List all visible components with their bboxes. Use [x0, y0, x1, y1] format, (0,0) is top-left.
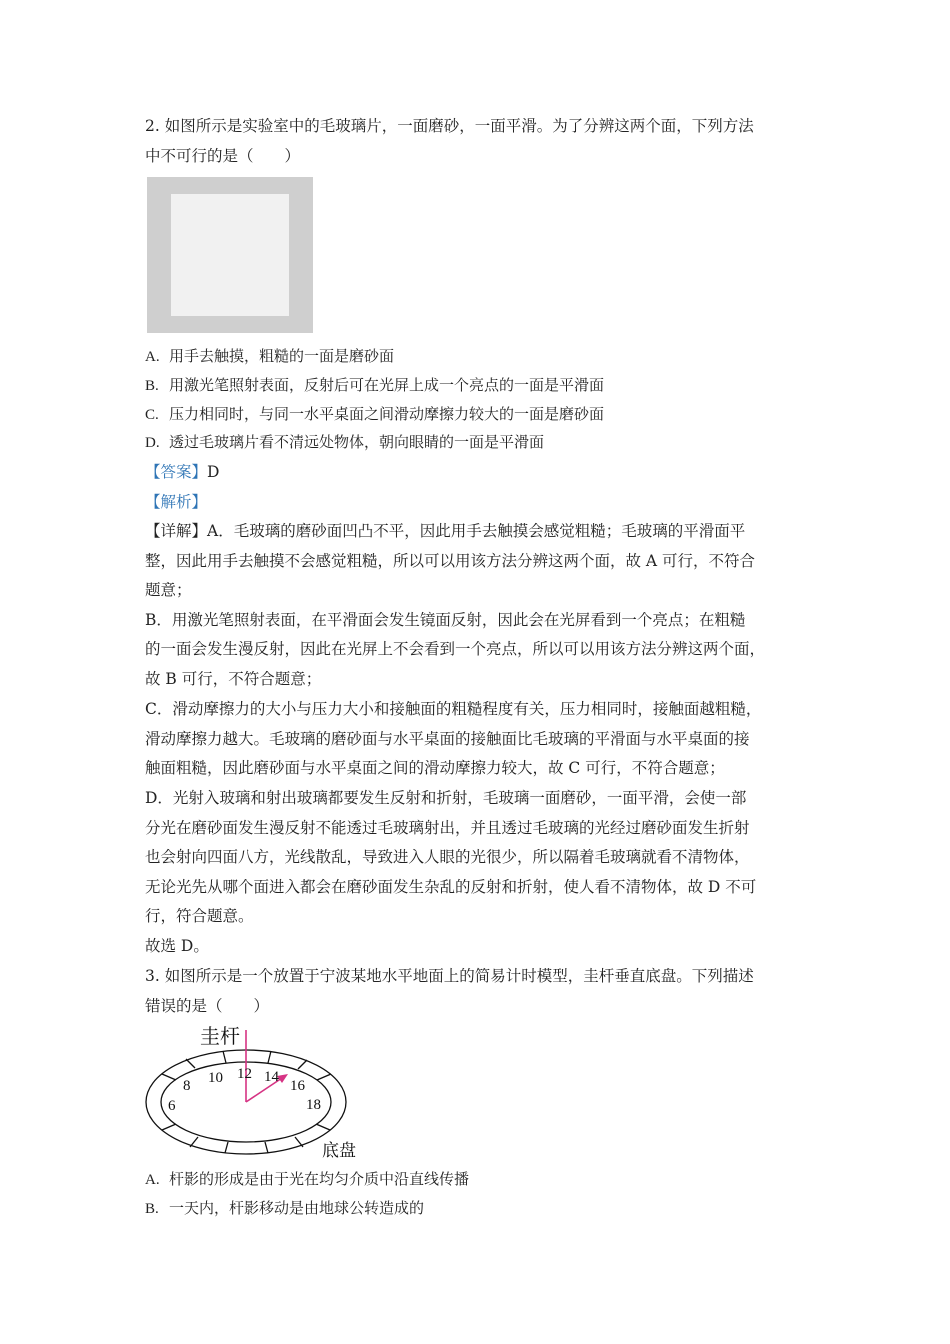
option-text: 杆影的形成是由于光在均匀介质中沿直线传播	[169, 1170, 470, 1188]
hour-label-14: 14	[264, 1069, 279, 1085]
hour-label-18: 18	[306, 1097, 321, 1113]
option-text: 压力相同时，与同一水平桌面之间滑动摩擦力较大的一面是磨砂面	[169, 405, 605, 423]
q3-option-b	[145, 1198, 424, 1219]
option-text: 透过毛玻璃片看不清远处物体，朝向眼睛的一面是平滑面	[169, 433, 545, 451]
q3-stem-line-1: 3. 如图所示是一个放置于宁波某地水平地面上的简易计时模型，圭杆垂直底盘。下列描述	[145, 967, 754, 985]
q2-explanation-line: 也会射向四面八方，光线散乱，导致进入人眼的光很少，所以隔着毛玻璃就看不清物体，	[145, 848, 750, 866]
q2-explanation-line: B．用激光笔照射表面，在平滑面会发生镜面反射，因此会在光屏看到一个亮点；在粗糙	[145, 611, 746, 629]
dial-tick	[316, 1124, 330, 1130]
rod-label: 圭杆	[200, 1026, 240, 1048]
option-label: D.	[145, 435, 160, 451]
dial-tick	[317, 1074, 331, 1080]
dial-tick	[186, 1059, 195, 1068]
option-label: B.	[145, 378, 159, 394]
dial-tick	[295, 1137, 303, 1147]
q2-explanation-line: C．滑动摩擦力的大小与压力大小和接触面的粗糙程度有关，压力相同时，接触面越粗糙，	[145, 700, 762, 718]
explanation-text: A．毛玻璃的磨砂面凹凸不平，因此用手去触摸会感觉粗糙；毛玻璃的平滑面平	[207, 522, 746, 540]
dial-tick	[162, 1074, 176, 1080]
q2-option-b	[145, 375, 604, 396]
option-label: A.	[145, 349, 160, 365]
hour-label-16: 16	[290, 1078, 305, 1094]
hour-label-6: 6	[168, 1098, 176, 1114]
q2-stem-line-2: 中不可行的是（ ）	[145, 147, 301, 165]
option-text: 用手去触摸，粗糙的一面是磨砂面	[169, 347, 395, 365]
q2-explanation-line: 故 B 可行，不符合题意；	[145, 670, 322, 688]
answer-value: D	[207, 463, 220, 481]
q2-explanation-line: 题意；	[145, 581, 192, 599]
q2-explanation-line: 的一面会发生漫反射，因此在光屏上不会看到一个亮点，所以可以用该方法分辨这两个面，	[145, 640, 766, 658]
q2-explanation-line: 整，因此用手去触摸不会感觉粗糙，所以可以用该方法分辨这两个面，故 A 可行，不符合	[145, 552, 756, 570]
q2-explanation-line	[145, 521, 745, 541]
option-label: B.	[145, 1201, 159, 1217]
q2-analysis-tag	[145, 492, 207, 512]
q2-stem-line-1: 2. 如图所示是实验室中的毛玻璃片，一面磨砂，一面平滑。为了分辨这两个面，下列方法	[145, 117, 754, 135]
hour-label-8: 8	[183, 1078, 191, 1094]
dial-tick	[298, 1060, 307, 1069]
q2-explanation-line: 行，符合题意。	[145, 907, 254, 925]
answer-tag: 【答案】	[145, 463, 208, 481]
q2-explanation-line: 触面粗糙，因此磨砂面与水平桌面之间的滑动摩擦力较大，故 C 可行，不符合题意；	[145, 759, 725, 777]
option-label: A.	[145, 1172, 160, 1188]
q2-explanation-line: 滑动摩擦力越大。毛玻璃的磨砂面与水平桌面的接触面比毛玻璃的平滑面与水平桌面的接	[145, 730, 750, 748]
option-text: 用激光笔照射表面，反射后可在光屏上成一个亮点的一面是平滑面	[169, 376, 605, 394]
q2-explanation-line: D．光射入玻璃和射出玻璃都要发生反射和折射，毛玻璃一面磨砂，一面平滑，会使一部	[145, 789, 747, 807]
sundial-figure	[140, 1020, 370, 1165]
dial-tick	[225, 1142, 228, 1153]
analysis-tag: 【解析】	[145, 493, 208, 511]
option-label: C.	[145, 407, 159, 423]
hour-label-12: 12	[237, 1066, 252, 1082]
frosted-glass-figure	[147, 177, 313, 333]
base-label: 底盘	[322, 1141, 356, 1160]
dial-tick	[223, 1051, 226, 1063]
q3-stem-line-2: 错误的是（ ）	[145, 997, 270, 1015]
q2-option-d	[145, 432, 544, 453]
dial-tick	[265, 1142, 268, 1153]
dial-tick	[268, 1051, 271, 1063]
q2-explanation-line: 无论光先从哪个面进入都会在磨砂面发生杂乱的反射和折射，使人看不清物体，故 D 不可	[145, 878, 757, 896]
dial-tick	[190, 1137, 198, 1147]
dial-tick	[162, 1124, 176, 1130]
q3-option-a	[145, 1169, 469, 1190]
q2-explanation-line: 分光在磨砂面发生漫反射不能透过毛玻璃射出，并且透过毛玻璃的光经过磨砂面发生折射	[145, 819, 750, 837]
q2-answer	[145, 462, 219, 482]
hour-label-10: 10	[208, 1070, 223, 1086]
frosted-glass-inner	[171, 194, 289, 316]
q2-conclusion: 故选 D。	[145, 937, 209, 955]
detail-tag: 【详解】	[145, 522, 208, 540]
q2-option-a	[145, 346, 394, 367]
option-text: 一天内，杆影移动是由地球公转造成的	[169, 1199, 425, 1217]
q2-option-c	[145, 404, 604, 425]
